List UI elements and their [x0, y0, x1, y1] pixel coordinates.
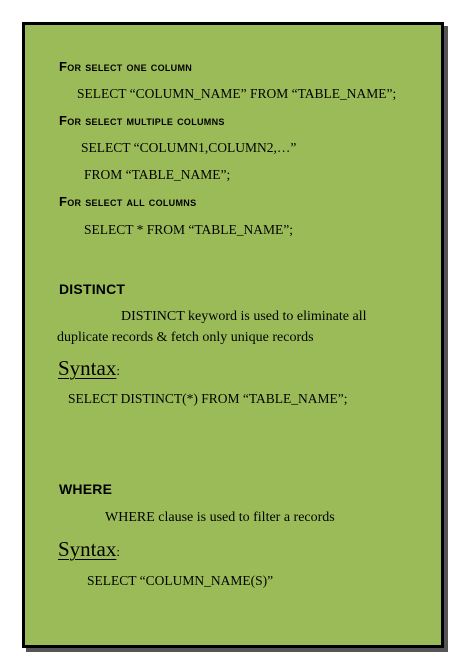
where-syntax-query: SELECT “COLUMN_NAME(S)” — [87, 573, 274, 588]
query-select-multiple-columns-line2: FROM “TABLE_NAME”; — [84, 167, 231, 182]
distinct-syntax-colon: : — [116, 363, 120, 378]
where-description: WHERE clause is used to filter a records — [105, 510, 335, 525]
heading-select-one-column: For select one column — [59, 59, 193, 74]
query-select-multiple-columns-line1: SELECT “COLUMN1,COLUMN2,…” — [81, 140, 297, 155]
distinct-syntax-label — [58, 356, 120, 381]
where-syntax-colon: : — [116, 544, 120, 559]
document-page — [22, 22, 444, 648]
heading-select-multiple-columns: For select multiple columns — [59, 113, 225, 128]
heading-where: WHERE — [59, 481, 113, 497]
distinct-description-line2: duplicate records & fetch only unique records — [57, 330, 314, 345]
distinct-syntax-query: SELECT DISTINCT(*) FROM “TABLE_NAME”; — [68, 391, 348, 406]
heading-distinct: DISTINCT — [59, 281, 126, 297]
where-syntax-label — [58, 537, 120, 562]
query-select-one-column: SELECT “COLUMN_NAME” FROM “TABLE_NAME”; — [77, 86, 397, 101]
distinct-syntax-word: Syntax — [58, 356, 117, 380]
where-syntax-word: Syntax — [58, 537, 117, 561]
distinct-description-line1: DISTINCT keyword is used to eliminate all — [121, 309, 367, 324]
heading-select-all-columns: For select all columns — [59, 194, 197, 209]
query-select-all-columns: SELECT * FROM “TABLE_NAME”; — [84, 222, 294, 237]
